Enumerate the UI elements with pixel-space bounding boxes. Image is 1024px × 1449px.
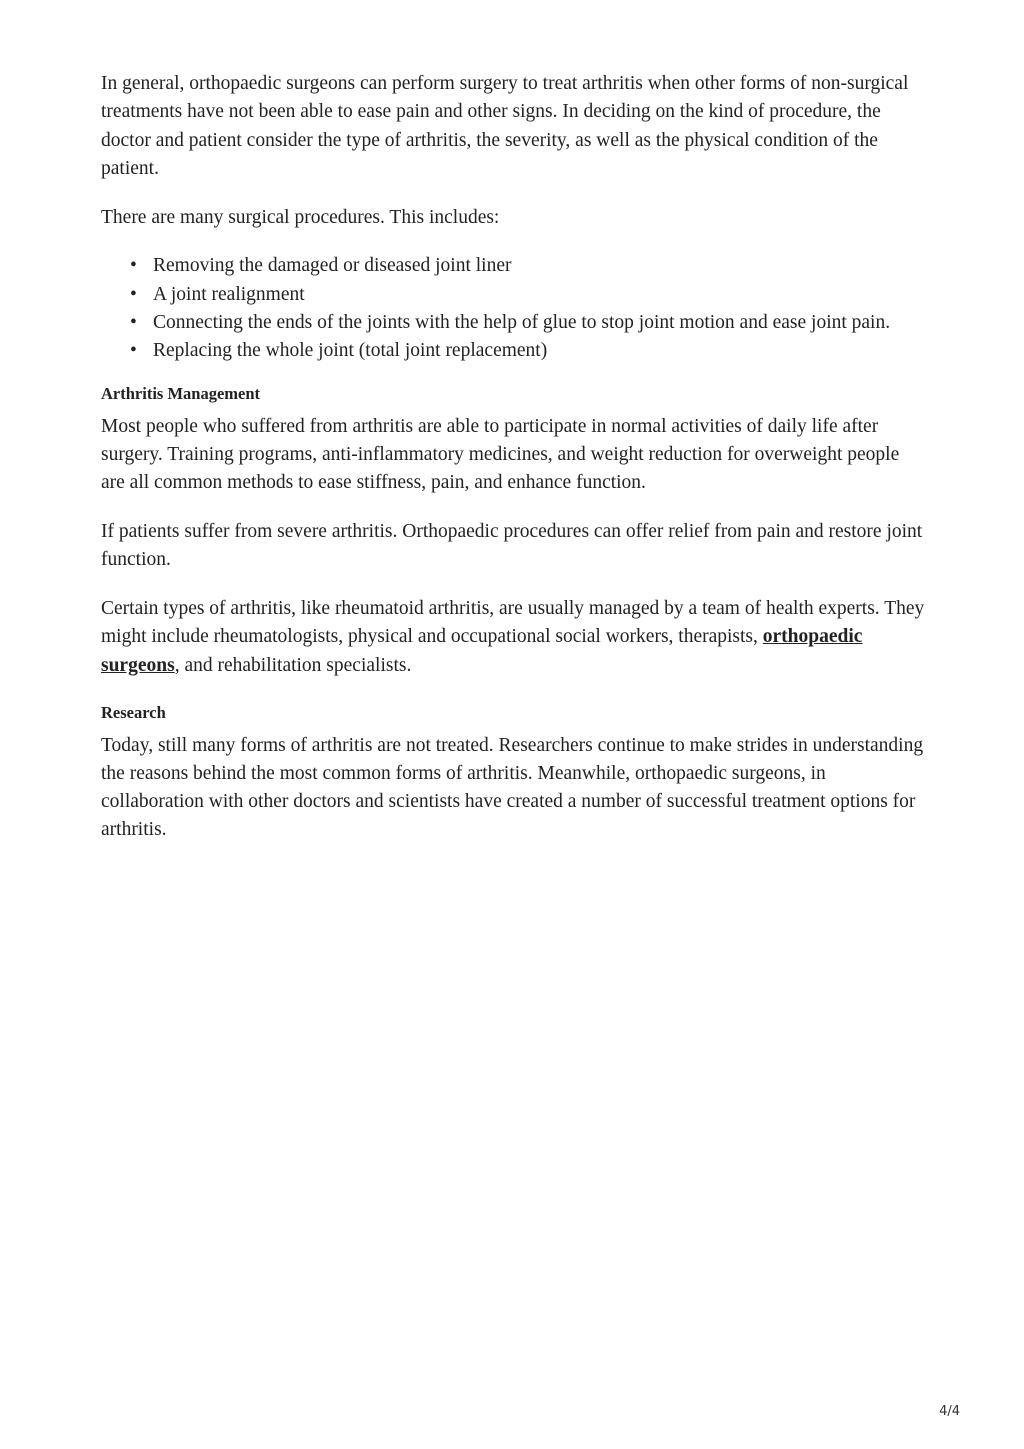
list-item xyxy=(130,252,927,280)
list-item-text: A joint realignment xyxy=(153,283,305,305)
orthopaedic-surgeons-link[interactable]: orthopaedic surgeons xyxy=(101,626,863,676)
list-item xyxy=(130,309,927,337)
bullet-icon: • xyxy=(130,283,137,305)
list-item-text: Removing the damaged or diseased joint liner xyxy=(153,255,512,277)
intro-paragraph: In general, orthopaedic surgeons can perform surgery to treat arthritis when other forms of non-surgical treatments have not been able to ease pain and other signs. In deciding on the kind of procedure, the doctor and patient consider the type of arthritis, the severity, as well as the physical condition of the patient. xyxy=(101,73,909,179)
list-item-text: Connecting the ends of the joints with the help of glue to stop joint motion and ease joint pain. xyxy=(153,312,891,334)
research-paragraph: Today, still many forms of arthritis are not treated. Researchers continue to make strides in understanding the reasons behind the most common forms of arthritis. Meanwhile, orthopaedic surgeons, in collaboration with other doctors and scientists have created a number of successful treatment options for arthritis. xyxy=(101,734,924,841)
document-body xyxy=(101,70,927,865)
management-paragraph-3 xyxy=(101,595,927,680)
page-number: 4/4 xyxy=(939,1404,960,1419)
research-heading: Research xyxy=(101,702,166,722)
management-paragraph-2: If patients suffer from severe arthritis. Orthopaedic procedures can offer relief from pain and restore joint function. xyxy=(101,521,923,571)
list-item-text: Replacing the whole joint (total joint replacement) xyxy=(153,340,548,362)
management-paragraph-1: Most people who suffered from arthritis are able to participate in normal activities of daily life after surgery. Training programs, anti-inflammatory medicines, and weight reduction for overweight people are all common methods to ease stiffness, pain, and enhance function. xyxy=(101,415,900,494)
bullet-icon: • xyxy=(130,312,137,334)
bullet-icon: • xyxy=(130,340,137,362)
list-item xyxy=(130,337,927,365)
management-p3-text-before: Certain types of arthritis, like rheumatoid arthritis, are usually managed by a team of health experts. They might include rheumatologists, physical and occupational social workers, therapists, xyxy=(101,598,925,648)
list-item xyxy=(130,281,927,309)
bullet-icon: • xyxy=(130,255,137,277)
procedures-list xyxy=(101,252,927,365)
management-heading: Arthritis Management xyxy=(101,383,261,403)
management-p3-text-after: , and rehabilitation specialists. xyxy=(174,654,412,676)
procedures-lead-paragraph: There are many surgical procedures. This includes: xyxy=(101,206,500,228)
